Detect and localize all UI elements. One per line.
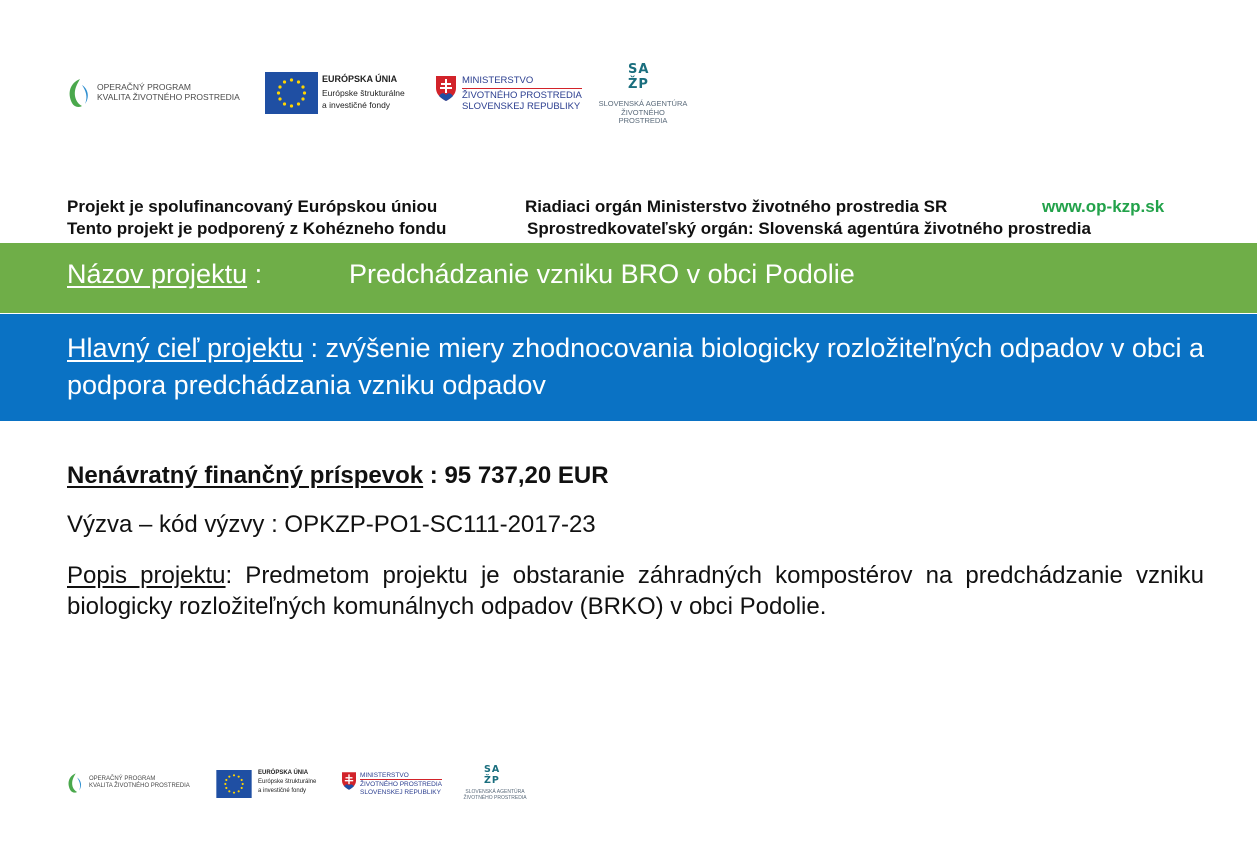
sazp-mark: SAŽP xyxy=(628,62,650,92)
ministry-line-2: ŽIVOTNÉHO PROSTREDIA xyxy=(462,89,582,101)
project-name-separator: : xyxy=(247,259,263,289)
cohesion-fund-text: Tento projekt je podporený z Kohézneho fondu xyxy=(67,219,447,238)
ministry-logo-text xyxy=(462,76,582,113)
eu-title: EURÓPSKA ÚNIA xyxy=(322,74,398,84)
grant-label: Nenávratný finančný príspevok xyxy=(67,462,424,489)
project-goal-label: Hlavný cieľ projektu xyxy=(67,333,303,363)
eu-flag-icon xyxy=(214,770,254,798)
logo-strip-bottom xyxy=(0,760,560,810)
sazp-line-1: SLOVENSKÁ AGENTÚRA xyxy=(598,99,688,108)
project-description xyxy=(67,560,1204,622)
op-line-1-small: OPERAČNÝ PROGRAM xyxy=(89,776,156,782)
website-link[interactable]: www.op-kzp.sk xyxy=(1042,197,1165,216)
sazp-logo-text-small xyxy=(462,790,528,802)
sazp-mark-small: SAŽP xyxy=(484,764,501,786)
ministry-line-1: MINISTERSTVO xyxy=(462,76,582,89)
eu-line-3: a investičné fondy xyxy=(322,100,391,111)
project-name-row xyxy=(67,259,262,290)
slovak-crest-icon xyxy=(436,76,456,101)
sazp-line-1-small: SLOVENSKÁ AGENTÚRA xyxy=(465,789,525,795)
leaf-swirl-icon xyxy=(66,772,84,794)
op-line-2: KVALITA ŽIVOTNÉHO PROSTREDIA xyxy=(97,91,240,102)
project-goal-text xyxy=(67,330,1204,404)
cofinancing-text: Projekt je spolufinancovaný Európskou úniou xyxy=(67,197,438,216)
ministry-line-3-small: SLOVENSKEJ REPUBLIKY xyxy=(360,788,441,796)
eu-logo-text-small xyxy=(258,769,316,796)
sazp-line-2-small: ŽIVOTNÉHO PROSTREDIA xyxy=(463,794,527,801)
project-goal-value: : zvýšenie miery zhodnocovania biologicky rozložiteľných odpadov v obci a podpora predchádzania vzniku odpadov xyxy=(67,333,1204,400)
ministry-line-3: SLOVENSKEJ REPUBLIKY xyxy=(462,100,581,112)
project-name-band xyxy=(0,243,1257,313)
description-value: : Predmetom projektu je obstaranie záhradných kompostérov na predchádzanie vzniku biologicky rozložiteľných komunálnych odpadov (BRKO) v obci Podolie. xyxy=(67,562,1204,620)
op-logo-text-small xyxy=(89,776,190,790)
description-label: Popis projektu xyxy=(67,562,226,589)
logo-strip-top xyxy=(0,55,760,125)
intermediate-body-text: Sprostredkovateľský orgán: Slovenská agentúra životného prostredia xyxy=(527,219,1091,238)
sazp-logo-icon xyxy=(484,764,508,790)
project-name-value: Predchádzanie vzniku BRO v obci Podolie xyxy=(349,259,855,289)
call-code: Výzva – kód výzvy : OPKZP-PO1-SC111-2017-23 xyxy=(67,511,596,538)
eu-line-2: Európske štrukturálne xyxy=(322,87,405,98)
grant-row xyxy=(67,462,609,490)
ministry-line-2-small: ŽIVOTNÉHO PROSTREDIA xyxy=(360,781,442,789)
leaf-swirl-icon xyxy=(66,77,92,109)
op-logo-text xyxy=(97,83,240,103)
project-name-label: Názov projektu xyxy=(67,259,248,289)
op-line-2-small: KVALITA ŽIVOTNÉHO PROSTREDIA xyxy=(89,782,190,789)
project-goal-band xyxy=(0,314,1257,421)
eu-line-3-small: a investičné fondy xyxy=(258,788,307,794)
op-line-1: OPERAČNÝ PROGRAM xyxy=(97,82,191,92)
managing-authority-text: Riadiaci orgán Ministerstvo životného prostredia SR xyxy=(525,197,948,216)
grant-value: : 95 737,20 EUR xyxy=(423,462,609,489)
eu-line-2-small: Európske štrukturálne xyxy=(258,779,317,785)
slovak-crest-icon xyxy=(342,772,356,790)
sazp-logo-text xyxy=(598,100,688,126)
eu-title-small: EURÓPSKA ÚNIA xyxy=(258,770,309,776)
eu-flag-icon xyxy=(265,72,318,114)
sazp-line-2: ŽIVOTNÉHO PROSTREDIA xyxy=(618,107,668,126)
ministry-logo-text-small xyxy=(360,772,442,796)
ministry-line-1-small: MINISTERSTVO xyxy=(360,772,442,780)
sazp-logo-icon xyxy=(628,62,660,96)
eu-logo-text xyxy=(322,73,405,112)
